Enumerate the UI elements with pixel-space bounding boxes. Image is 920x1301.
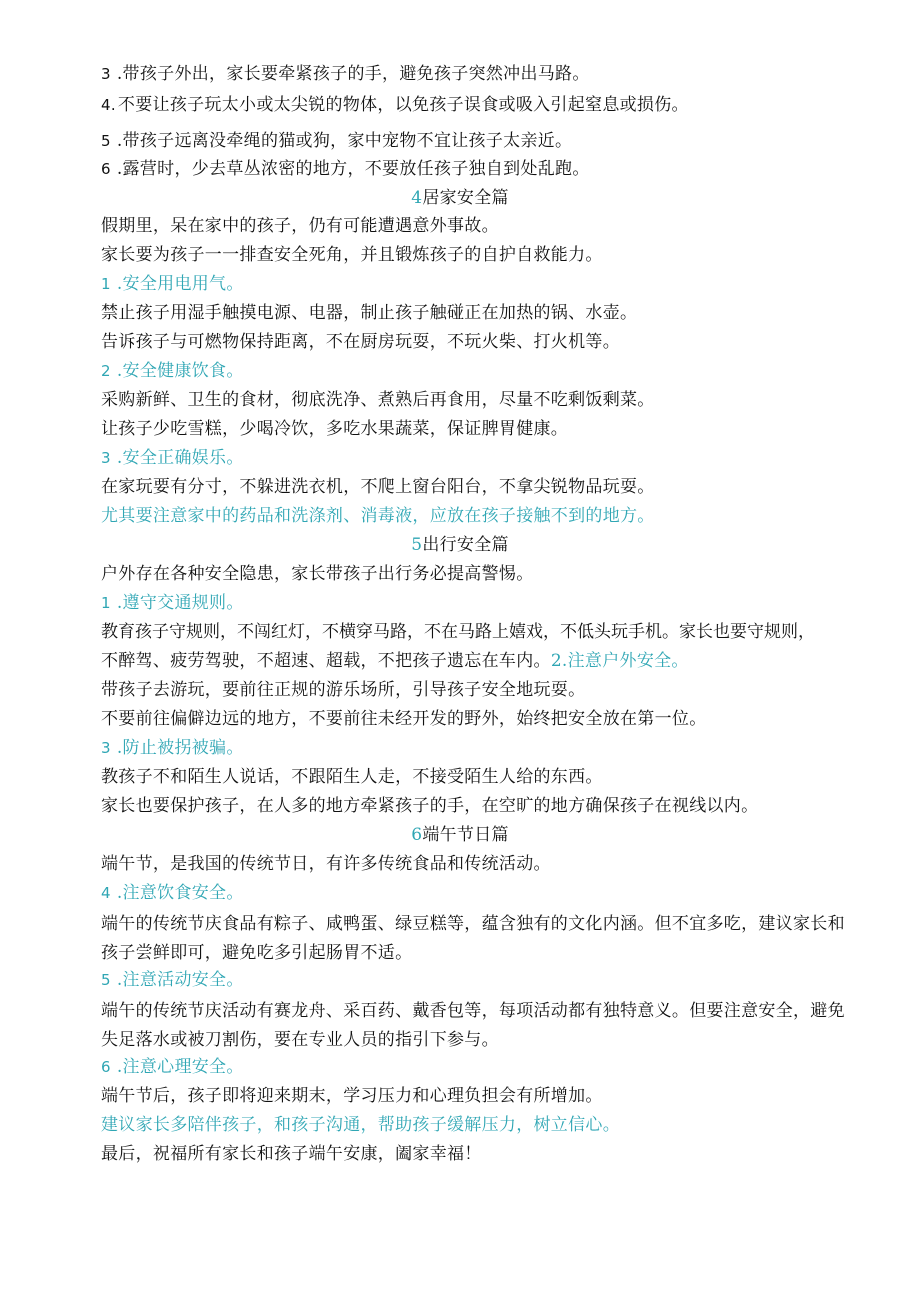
subheading-text: .安全正确娱乐。 [116, 448, 244, 468]
paragraph: 教育孩子守规则，不闯红灯，不横穿马路，不在马路上嬉戏，不低头玩手机。家长也要守规则， [101, 622, 815, 642]
subheading-text: .安全健康饮食。 [116, 361, 244, 381]
heading-text: 出行安全篇 [422, 535, 509, 555]
subheading-outdoor-safety: 2.注意户外安全。 [550, 651, 689, 671]
paragraph [101, 649, 880, 673]
subheading-number: 5 [101, 971, 111, 989]
section-heading-travel-safety [0, 533, 920, 557]
paragraph: 户外存在各种安全隐患，家长带孩子出行务必提高警惕。 [101, 564, 534, 584]
paragraph: 禁止孩子用湿手触摸电源、电器，制止孩子触碰正在加热的锅、水壶。 [101, 303, 638, 323]
subheading-text: .注意饮食安全。 [116, 883, 244, 903]
subheading-electricity-gas [101, 272, 880, 296]
subheading-number: 3 [101, 449, 111, 467]
paragraph: 让孩子少吃雪糕，少喝冷饮，多吃水果蔬菜，保证脾胃健康。 [101, 419, 569, 439]
heading-text: 居家安全篇 [422, 188, 509, 208]
subheading-activity-safety [101, 968, 880, 992]
heading-number: 4 [411, 188, 423, 208]
paragraph: 不要前往偏僻边远的地方，不要前往未经开发的野外，始终把安全放在第一位。 [101, 709, 707, 729]
subheading-mental-safety [101, 1055, 880, 1079]
list-text: 不要让孩子玩太小或太尖锐的物体，以免孩子误食或吸入引起窒息或损伤。 [117, 95, 689, 115]
heading-text: 端午节日篇 [422, 825, 509, 845]
list-number: 6 [101, 160, 111, 178]
paragraph: 家长也要保护孩子，在人多的地方牵紧孩子的手，在空旷的地方确保孩子在视线以内。 [101, 796, 759, 816]
highlighted-paragraph: 尤其要注意家中的药品和洗涤剂、消毒液，应放在孩子接触不到的地方。 [101, 506, 655, 526]
list-number: 5 [101, 132, 111, 150]
subheading-food-safety [101, 881, 880, 905]
paragraph: 端午的传统节庆活动有赛龙舟、采百药、戴香包等，每项活动都有独特意义。但要注意安全，避免失足落水或被刀割伤，要在专业人员的指引下参与。 [101, 1001, 845, 1050]
subheading-number: 6 [101, 1058, 111, 1076]
subheading-number: 3 [101, 739, 111, 757]
subheading-safe-play [101, 446, 880, 470]
subheading-text: .防止被拐被骗。 [116, 738, 244, 758]
section-heading-dragon-boat-festival [0, 823, 920, 847]
paragraph: 家长要为孩子一一排查安全死角，并且锻炼孩子的自护自救能力。 [101, 245, 603, 265]
subheading-text: .注意心理安全。 [116, 1057, 244, 1077]
paragraph: 在家玩要有分寸，不躲进洗衣机，不爬上窗台阳台，不拿尖锐物品玩耍。 [101, 477, 655, 497]
list-item-4 [101, 93, 880, 117]
paragraph: 告诉孩子与可燃物保持距离，不在厨房玩耍，不玩火柴、打火机等。 [101, 332, 620, 352]
list-text: .露营时，少去草丛浓密的地方，不要放任孩子独自到处乱跑。 [116, 159, 590, 179]
list-item-5 [101, 129, 880, 153]
subheading-text: .安全用电用气。 [116, 274, 244, 294]
section-heading-home-safety [0, 186, 920, 210]
subheading-anti-abduction [101, 736, 880, 760]
heading-number: 5 [411, 535, 423, 555]
subheading-number: 2 [101, 362, 111, 380]
paragraph: 端午的传统节庆食品有粽子、咸鸭蛋、绿豆糕等，蕴含独有的文化内涵。但不宜多吃，建议家长和孩子尝鲜即可，避免吃多引起肠胃不适。 [101, 914, 845, 963]
paragraph: 教孩子不和陌生人说话，不跟陌生人走，不接受陌生人给的东西。 [101, 767, 603, 787]
paragraph: 端午节后，孩子即将迎来期末，学习压力和心理负担会有所增加。 [101, 1086, 603, 1106]
subheading-traffic-rules [101, 591, 880, 615]
list-number: 3 [101, 65, 111, 83]
subheading-number: 1 [101, 594, 111, 612]
list-item-6 [101, 157, 880, 181]
list-text: .带孩子外出，家长要牵紧孩子的手，避免孩子突然冲出马路。 [116, 64, 590, 84]
list-item-3 [101, 62, 880, 86]
list-number: 4. [101, 96, 116, 114]
subheading-text: .遵守交通规则。 [116, 593, 244, 613]
list-text: .带孩子远离没牵绳的猫或狗，家中宠物不宜让孩子太亲近。 [116, 131, 573, 151]
subheading-number: 4 [101, 884, 111, 902]
paragraph: 采购新鲜、卫生的食材，彻底洗净、煮熟后再食用，尽量不吃剩饭剩菜。 [101, 390, 655, 410]
heading-number: 6 [411, 825, 423, 845]
subheading-number: 1 [101, 275, 111, 293]
closing-paragraph: 最后，祝福所有家长和孩子端午安康，阖家幸福！ [101, 1144, 482, 1164]
paragraph: 假期里，呆在家中的孩子，仍有可能遭遇意外事故。 [101, 216, 499, 236]
paragraph-text: 不醉驾、疲劳驾驶，不超速、超载，不把孩子遗忘在车内。 [101, 651, 551, 671]
paragraph: 端午节，是我国的传统节日，有许多传统食品和传统活动。 [101, 854, 551, 874]
subheading-healthy-diet [101, 359, 880, 383]
paragraph: 带孩子去游玩，要前往正规的游乐场所，引导孩子安全地玩耍。 [101, 680, 586, 700]
subheading-text: .注意活动安全。 [116, 970, 244, 990]
highlighted-paragraph: 建议家长多陪伴孩子，和孩子沟通，帮助孩子缓解压力，树立信心。 [101, 1115, 620, 1135]
